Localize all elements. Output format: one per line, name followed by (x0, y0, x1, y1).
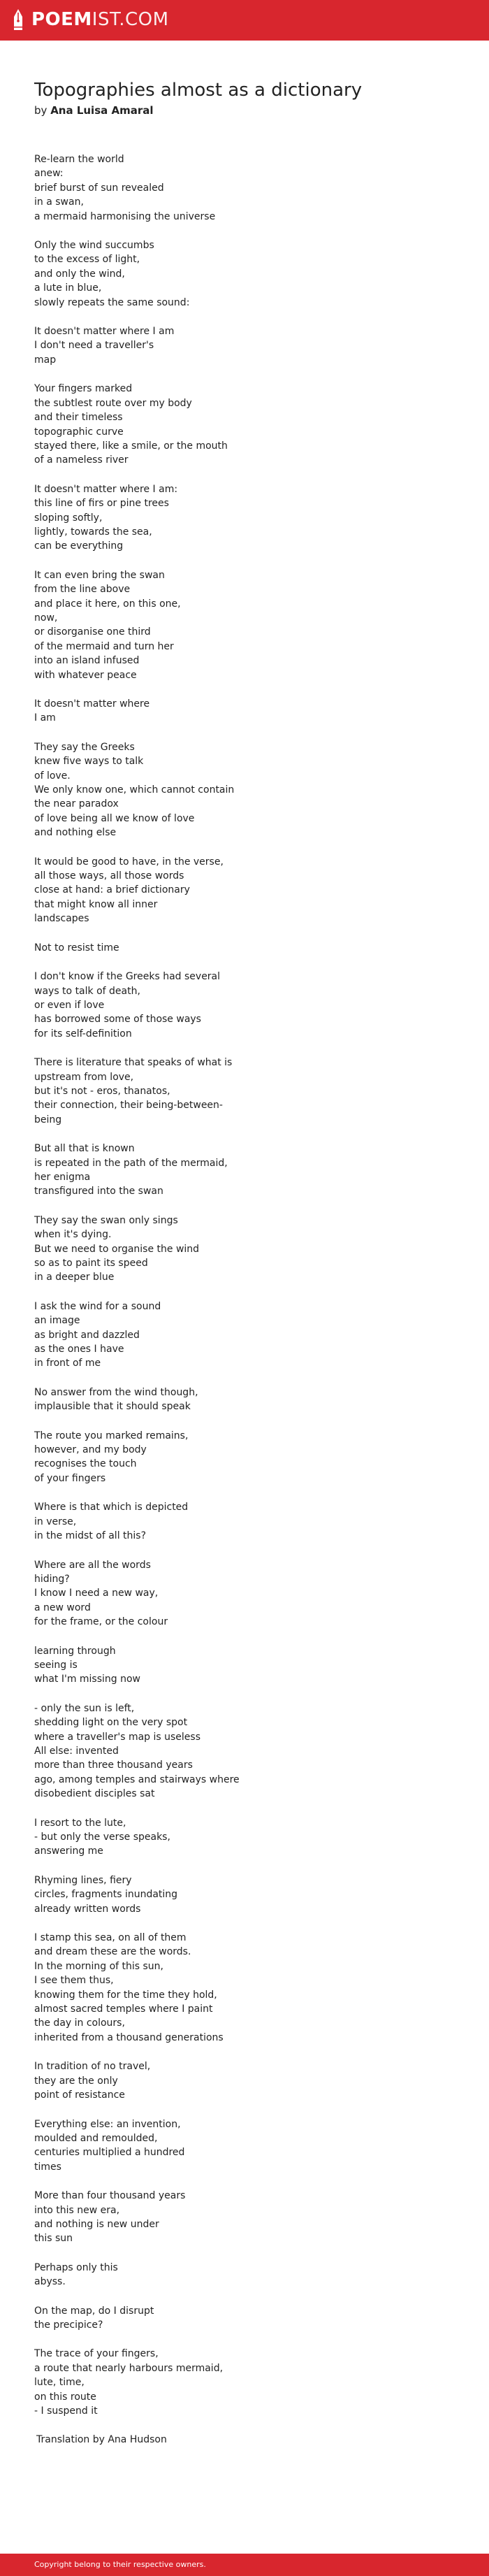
poem-line: Where is that which is depicted (34, 1502, 189, 1513)
poem-line: lightly, towards the sea, (34, 526, 152, 538)
poem-line: - only the sun is left, (34, 1702, 135, 1714)
poem-line: in a swan, (34, 196, 84, 208)
site-header (0, 0, 489, 41)
poem-line: with whatever peace (34, 669, 137, 681)
poem-line: - but only the verse speaks, (34, 1832, 170, 1843)
poem-line: as bright and dazzled (34, 1329, 140, 1341)
poem-line: disobedient disciples sat (34, 1788, 155, 1800)
poem-line: learning through (34, 1645, 116, 1657)
logo-text (31, 8, 169, 31)
poem-line: In the morning of this sun, (34, 1960, 163, 1972)
poem-line: They say the Greeks (34, 741, 135, 753)
poem-line: Everything else: an invention, (34, 2118, 181, 2130)
poem-line: they are the only (34, 2075, 118, 2087)
poem-line: I resort to the lute, (34, 1817, 126, 1829)
poem-stanza (34, 740, 467, 840)
poem-line: But we need to organise the wind (34, 1243, 200, 1255)
poem-line: No answer from the wind though, (34, 1386, 198, 1398)
poem-line: is repeated in the path of the mermaid, (34, 1157, 228, 1169)
author-name[interactable]: Ana Luisa Amaral (50, 104, 154, 117)
poem-line: and only the wind, (34, 268, 125, 280)
poem-line: that might know all inner (34, 898, 158, 910)
poem-line: All else: invented (34, 1745, 119, 1757)
poem-line: being (34, 1114, 62, 1125)
poem-line: for its self-definition (34, 1028, 132, 1039)
site-footer (0, 2554, 489, 2576)
poem-stanza (34, 1300, 467, 1371)
poem-line: I stamp this sea, on all of them (34, 1932, 187, 1944)
poem-stanza (34, 1558, 467, 1629)
poem-line: a new word (34, 1602, 91, 1613)
poem-line: I see them thus, (34, 1975, 114, 1987)
poem-line: of a nameless river (34, 454, 129, 466)
poem-stanza (34, 1056, 467, 1127)
poem-line: of love. (34, 770, 71, 782)
poem-line: moulded and remoulded, (34, 2132, 158, 2144)
poem-line: of your fingers (34, 1472, 106, 1484)
poem-line: Only the wind succumbs (34, 240, 154, 252)
poem-line: slowly repeats the same sound: (34, 296, 190, 308)
poem-line: the subtlest route over my body (34, 397, 192, 409)
poem-line: answering me (34, 1845, 103, 1857)
poem-stanza (34, 941, 467, 955)
poem-line: to the excess of light, (34, 254, 140, 266)
poem-line: into an island infused (34, 655, 140, 667)
poem-line: seeing is (34, 1659, 78, 1671)
poem-line: They say the swan only sings (34, 1214, 178, 1226)
poem-byline (34, 103, 467, 117)
poem-line: lute, time, (34, 2377, 85, 2389)
poem-line: and place it here, on this one, (34, 598, 181, 610)
poem-line: Rhyming lines, fiery (34, 1874, 132, 1886)
poem-line: so as to paint its speed (34, 1258, 148, 1269)
poem-line: or disorganise one third (34, 626, 151, 638)
poem-line: I don't know if the Greeks had several (34, 971, 221, 983)
poem-line: brief burst of sun revealed (34, 182, 164, 194)
poem-line: map (34, 354, 57, 366)
translation-credit: Translation by Ana Hudson (36, 2434, 167, 2446)
poem-line: We only know one, which cannot contain (34, 784, 235, 796)
poem-line: what I'm missing now (34, 1674, 141, 1685)
poem-line: in front of me (34, 1358, 101, 1369)
poem-line: It doesn't matter where I am: (34, 483, 178, 495)
poem-line: Not to resist time (34, 942, 119, 954)
poem-line: Perhaps only this (34, 2261, 118, 2273)
poem-line: topographic curve (34, 426, 124, 438)
poem-stanza (34, 1142, 467, 1199)
poem-line: for the frame, or the colour (34, 1616, 168, 1628)
poem-line: this line of firs or pine trees (34, 498, 169, 510)
poem-line: a mermaid harmonising the universe (34, 210, 216, 222)
poem-line: the day in colours, (34, 2017, 125, 2029)
poem-line: from the line above (34, 584, 131, 596)
poem-stanza (34, 970, 467, 1041)
poem-stanza (34, 382, 467, 467)
poem-line: of love being all we know of love (34, 812, 195, 824)
pen-nib-icon (12, 8, 24, 31)
poem-stanza (34, 2347, 467, 2418)
poem-line: centuries multiplied a hundred (34, 2147, 185, 2159)
poem-stanza (34, 568, 467, 682)
poem-line: more than three thousand years (34, 1760, 193, 1771)
poem-line: but it's not - eros, thanatos, (34, 1085, 170, 1097)
poem-stanza (34, 324, 467, 367)
poem-line: knowing them for the time they hold, (34, 1989, 217, 2001)
poem-line: in the midst of all this? (34, 1530, 147, 1542)
poem-line: when it's dying. (34, 1229, 112, 1241)
poem-stanza (34, 1214, 467, 1285)
poem-line: There is literature that speaks of what is (34, 1057, 233, 1069)
poem-line: circles, fragments inundating (34, 1889, 178, 1901)
poem-line: Re-learn the world (34, 154, 124, 165)
poem-title: Topographies almost as a dictionary (34, 80, 363, 101)
poem-line: The route you marked remains, (34, 1430, 189, 1441)
site-logo[interactable] (12, 8, 169, 31)
poem-line: or even if love (34, 999, 105, 1011)
poem-line: and their timeless (34, 412, 123, 424)
poem-line: inherited from a thousand generations (34, 2031, 224, 2043)
poem-line: close at hand: a brief dictionary (34, 884, 190, 896)
poem-line: landscapes (34, 913, 89, 925)
poem-stanza (34, 697, 467, 726)
poem-stanza (34, 1701, 467, 1801)
copyright-text: Copyright belong to their respective owners. (34, 2560, 206, 2569)
poem-stanza (34, 855, 467, 926)
poem-stanza (34, 1386, 467, 1414)
poem-line: the precipice? (34, 2319, 103, 2331)
poem-body (34, 152, 467, 2418)
poem-line: transfigured into the swan (34, 1186, 163, 1197)
poem-stanza (34, 482, 467, 554)
poem-line: knew five ways to talk (34, 756, 144, 768)
logo-text-strong: POEM (31, 9, 92, 30)
poem-line: a route that nearly harbours mermaid, (34, 2362, 224, 2374)
poem-line: It can even bring the swan (34, 569, 165, 581)
poem-line: and dream these are the words. (34, 1946, 191, 1958)
poem-line: It doesn't matter where (34, 698, 150, 710)
poem-line: implausible that it should speak (34, 1401, 191, 1413)
poem-line: the near paradox (34, 798, 119, 810)
poem-line: sloping softly, (34, 512, 103, 524)
poem-stanza (34, 1873, 467, 1916)
poem-line: - I suspend it (34, 2405, 98, 2417)
poem-stanza (34, 2059, 467, 2102)
poem-stanza (34, 1429, 467, 1486)
poem-line: Your fingers marked (34, 383, 133, 395)
poem-stanza (34, 2304, 467, 2333)
poem-line: into this new era, (34, 2204, 120, 2216)
poem-line: her enigma (34, 1171, 91, 1183)
poem-stanza (34, 1644, 467, 1687)
poem-stanza (34, 1931, 467, 2045)
poem-article (34, 78, 467, 2447)
poem-line: It would be good to have, in the verse, (34, 856, 224, 868)
poem-line: On the map, do I disrupt (34, 2305, 154, 2317)
poem-line: a lute in blue, (34, 282, 102, 294)
by-label: by (34, 104, 48, 117)
poem-line: But all that is known (34, 1143, 135, 1155)
poem-line: ways to talk of death, (34, 985, 140, 997)
poem-line: I know I need a new way, (34, 1588, 159, 1599)
logo-text-light: IST.COM (92, 9, 169, 30)
poem-line: point of resistance (34, 2089, 125, 2101)
poem-line: hiding? (34, 1573, 70, 1585)
poem-line: their connection, their being-between- (34, 1100, 223, 1111)
poem-line: In tradition of no travel, (34, 2061, 151, 2073)
poem-stanza (34, 238, 467, 310)
poem-line: however, and my body (34, 1444, 147, 1456)
poem-line: already written words (34, 1903, 141, 1915)
poem-stanza (34, 2189, 467, 2246)
poem-stanza (34, 1500, 467, 1543)
poem-line: I don't need a traveller's (34, 340, 154, 352)
poem-line: I am (34, 712, 56, 724)
poem-line: and nothing is new under (34, 2218, 159, 2230)
poem-line: I ask the wind for a sound (34, 1300, 161, 1312)
poem-line: It doesn't matter where I am (34, 326, 175, 338)
poem-line: shedding light on the very spot (34, 1717, 188, 1729)
poem-line: in a deeper blue (34, 1272, 115, 1283)
poem-line: this sun (34, 2233, 73, 2245)
poem-line: can be everything (34, 540, 124, 552)
poem-line: ago, among temples and stairways where (34, 1773, 240, 1785)
poem-line: of the mermaid and turn her (34, 640, 174, 652)
poem-line: on this route (34, 2391, 96, 2403)
poem-line: times (34, 2161, 61, 2173)
poem-line: in verse, (34, 1516, 77, 1527)
poem-stanza (34, 1816, 467, 1859)
poem-line: upstream from love, (34, 1071, 134, 1083)
poem-line: stayed there, like a smile, or the mouth (34, 440, 228, 452)
poem-line: abyss. (34, 2276, 66, 2288)
poem-line: Where are all the words (34, 1559, 151, 1571)
poem-line: More than four thousand years (34, 2190, 186, 2202)
poem-line: and nothing else (34, 827, 117, 839)
poem-line: almost sacred temples where I paint (34, 2003, 213, 2015)
poem-line: an image (34, 1315, 80, 1327)
poem-line: has borrowed some of those ways (34, 1014, 201, 1026)
poem-line: The trace of your fingers, (34, 2348, 159, 2360)
poem-line: recognises the touch (34, 1458, 137, 1470)
poem-stanza (34, 2117, 467, 2175)
poem-line: all those ways, all those words (34, 870, 184, 882)
poem-line: where a traveller's map is useless (34, 1731, 200, 1743)
poem-stanza (34, 2261, 467, 2289)
poem-stanza (34, 152, 467, 224)
poem-line: anew: (34, 168, 64, 180)
poem-line: as the ones I have (34, 1344, 124, 1355)
poem-line: now, (34, 612, 58, 624)
